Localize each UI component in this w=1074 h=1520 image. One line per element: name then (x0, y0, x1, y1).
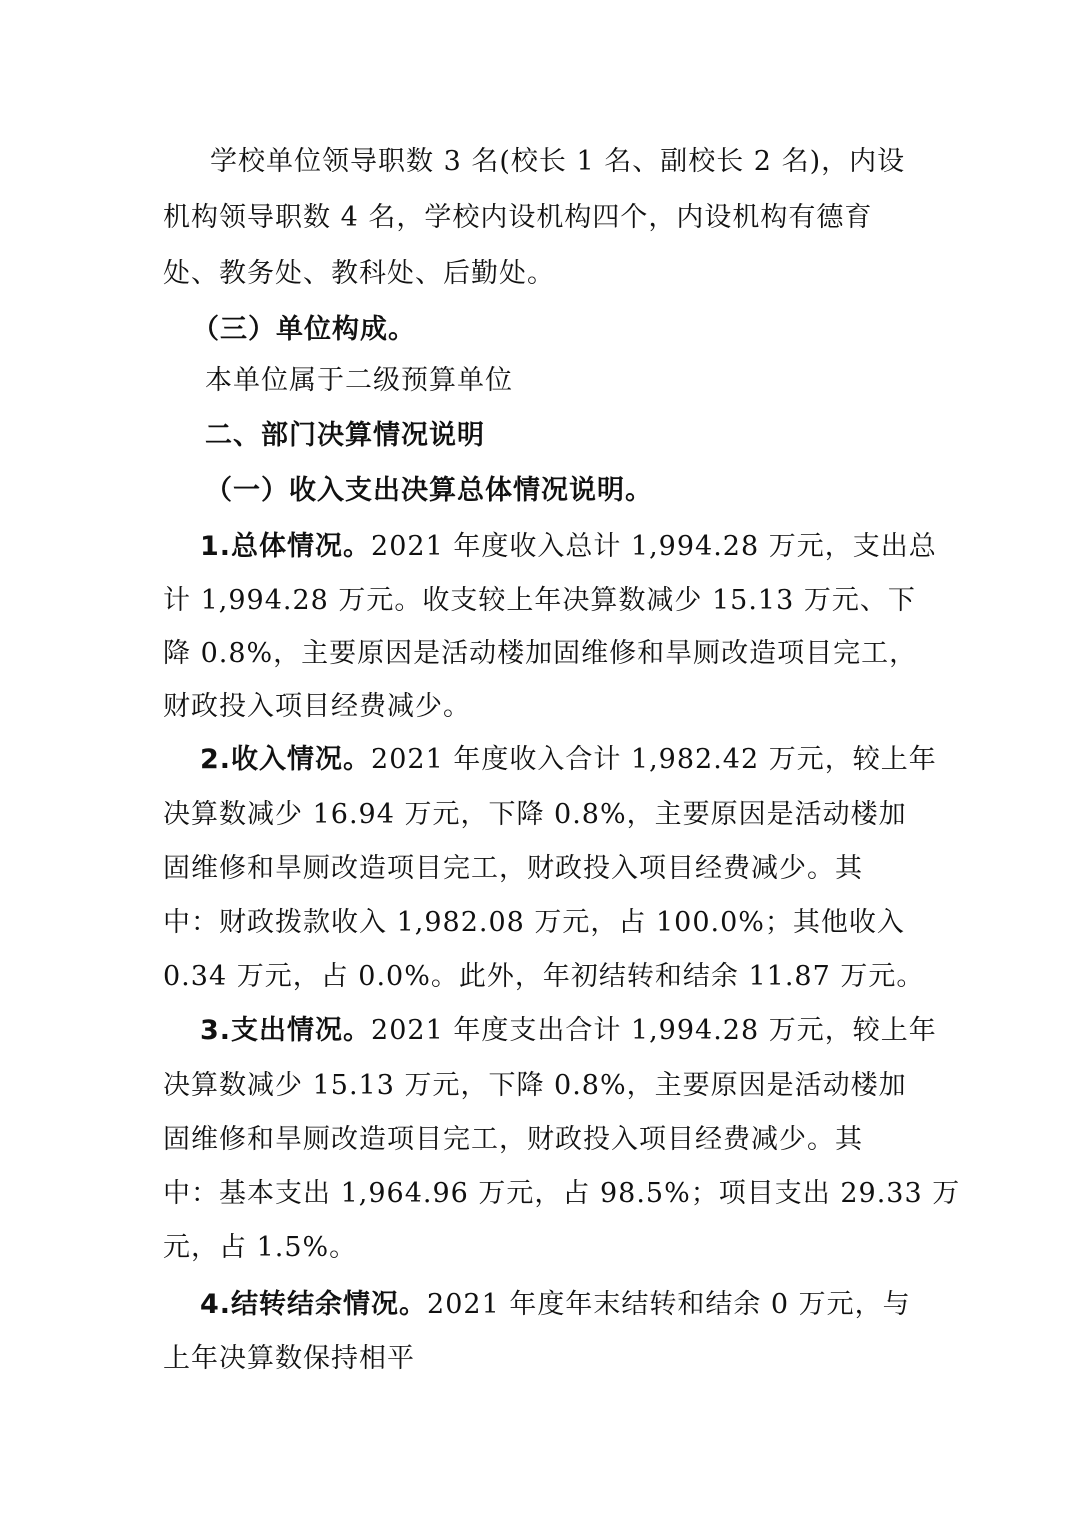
paragraph-line: 处、教务处、教科处、后勤处。 (163, 258, 555, 289)
paragraph-line: 中：财政拨款收入 1,982.08 万元，占 100.0%；其他收入 (163, 907, 905, 938)
paragraph-line: 元，占 1.5%。 (163, 1232, 358, 1263)
paragraph-line: 降 0.8%，主要原因是活动楼加固维修和旱厕改造项目完工， (163, 638, 918, 669)
paragraph-line (200, 1287, 911, 1323)
paragraph-line: 决算数减少 15.13 万元，下降 0.8%，主要原因是活动楼加 (163, 1070, 907, 1101)
paragraph-line (200, 1013, 937, 1049)
section-heading-income-expenditure: （一）收入支出决算总体情况说明。 (205, 475, 653, 506)
paragraph-lead-expenditure: 3.支出情况。 (200, 1015, 372, 1046)
paragraph-text: 2021 年度年末结转和结余 0 万元，与 (427, 1289, 911, 1320)
paragraph-line: 本单位属于二级预算单位 (205, 365, 513, 396)
paragraph-line: 学校单位领导职数 3 名(校长 1 名、副校长 2 名)，内设 (210, 146, 906, 177)
paragraph-text: 2021 年度收入合计 1,982.42 万元，较上年 (371, 744, 937, 775)
paragraph-lead-income: 2.收入情况。 (200, 744, 372, 775)
paragraph-line: 中：基本支出 1,964.96 万元，占 98.5%；项目支出 29.33 万 (163, 1178, 961, 1209)
paragraph-line: 机构领导职数 4 名，学校内设机构四个，内设机构有德育 (163, 202, 873, 233)
paragraph-line: 财政投入项目经费减少。 (163, 691, 471, 722)
paragraph-line: 决算数减少 16.94 万元，下降 0.8%，主要原因是活动楼加 (163, 799, 907, 830)
paragraph-line: 固维修和旱厕改造项目完工，财政投入项目经费减少。其 (163, 853, 863, 884)
paragraph-lead-carryover: 4.结转结余情况。 (200, 1289, 428, 1320)
paragraph-lead-overall: 1.总体情况。 (200, 531, 372, 562)
paragraph-line: 上年决算数保持相平 (163, 1343, 415, 1374)
paragraph-line: 计 1,994.28 万元。收支较上年决算数减少 15.13 万元、下 (163, 585, 916, 616)
paragraph-line (200, 529, 937, 565)
paragraph-line: 固维修和旱厕改造项目完工，财政投入项目经费减少。其 (163, 1124, 863, 1155)
paragraph-text: 2021 年度支出合计 1,994.28 万元，较上年 (371, 1015, 937, 1046)
paragraph-line (200, 742, 937, 778)
paragraph-line: 0.34 万元，占 0.0%。此外，年初结转和结余 11.87 万元。 (163, 961, 925, 992)
section-heading-unit-composition: （三）单位构成。 (192, 314, 416, 345)
section-heading-final-accounts: 二、部门决算情况说明 (205, 420, 485, 451)
paragraph-text: 2021 年度收入总计 1,994.28 万元，支出总 (371, 531, 937, 562)
